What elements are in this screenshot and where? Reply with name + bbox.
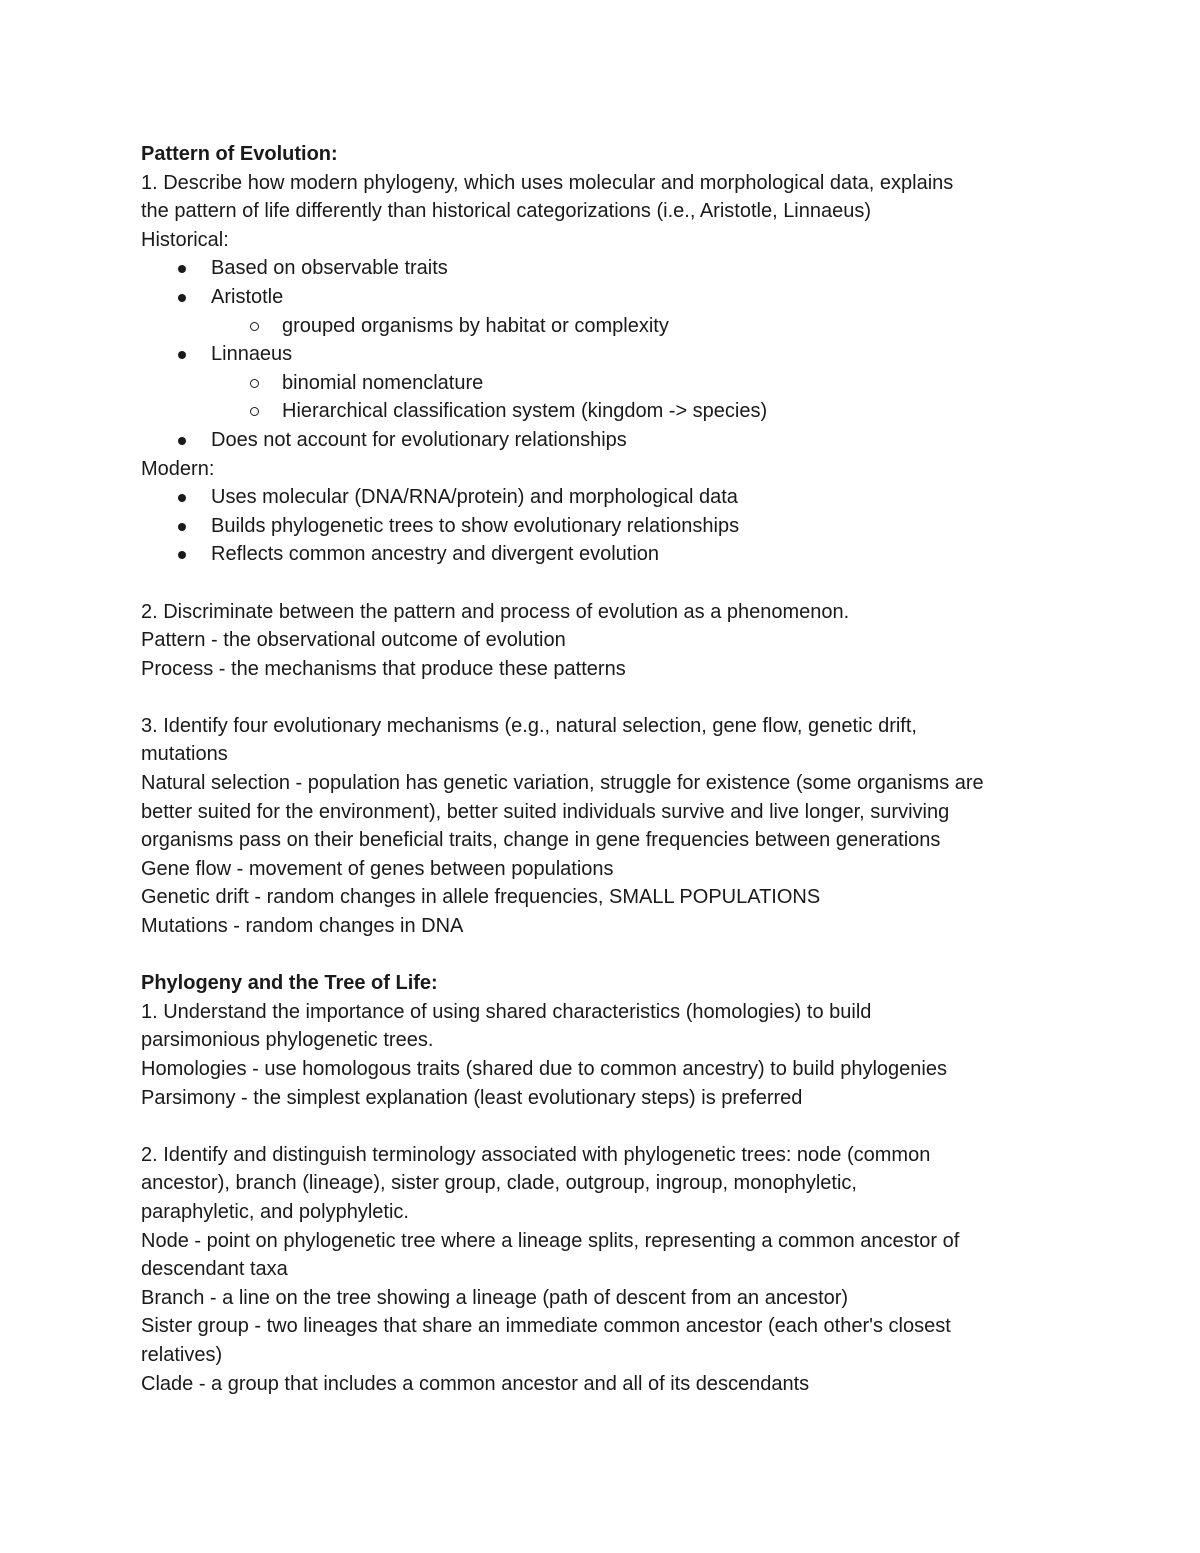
question-text: mutations xyxy=(141,743,228,766)
bullet-item xyxy=(141,340,1061,369)
question-text: paraphyletic, and polyphyletic. xyxy=(141,1200,409,1223)
bullet-item xyxy=(141,254,1061,283)
bullet-text: Uses molecular (DNA/RNA/protein) and morphological data xyxy=(211,486,738,509)
bullet-circle-icon xyxy=(250,379,259,388)
sub-bullet-text: Hierarchical classification system (kingdom -> species) xyxy=(282,400,768,423)
question-text: 1. Understand the importance of using shared characteristics (homologies) to build xyxy=(141,1000,872,1023)
bullet-dot-icon xyxy=(178,494,186,502)
bullet-item xyxy=(141,540,1061,569)
answer-text: Clade - a group that includes a common ancestor and all of its descendants xyxy=(141,1372,810,1395)
sub-bullet-item xyxy=(141,397,1061,426)
question-text: 2. Identify and distinguish terminology associated with phylogenetic trees: node (common xyxy=(141,1143,931,1166)
bullet-dot-icon xyxy=(178,437,186,445)
bullet-circle-icon xyxy=(250,322,259,331)
bullet-text: Aristotle xyxy=(211,285,284,308)
bullet-text: Builds phylogenetic trees to show evolutionary relationships xyxy=(211,514,740,537)
answer-text: Process - the mechanisms that produce these patterns xyxy=(141,657,626,680)
answer-text: Branch - a line on the tree showing a lineage (path of descent from an ancestor) xyxy=(141,1286,849,1309)
bullet-dot-icon xyxy=(178,265,186,273)
sub-bullet-text: grouped organisms by habitat or complexity xyxy=(282,314,669,337)
paragraph-gap xyxy=(141,683,1061,712)
bullet-text: Reflects common ancestry and divergent evolution xyxy=(211,543,660,566)
bullet-text: Linnaeus xyxy=(211,343,293,366)
answer-text: Parsimony - the simplest explanation (least evolutionary steps) is preferred xyxy=(141,1086,803,1109)
question-text: 1. Describe how modern phylogeny, which uses molecular and morphological data, explains xyxy=(141,171,954,194)
answer-text: better suited for the environment), better suited individuals survive and live longer, surviving xyxy=(141,800,950,823)
answer-text: Natural selection - population has genetic variation, struggle for existence (some organisms are xyxy=(141,772,984,795)
answer-text: Mutations - random changes in DNA xyxy=(141,915,464,938)
sub-bullet-item xyxy=(141,312,1061,341)
answer-text: descendant taxa xyxy=(141,1258,288,1281)
paragraph-gap xyxy=(141,569,1061,598)
sub-bullet-text: binomial nomenclature xyxy=(282,371,484,394)
bullet-item xyxy=(141,512,1061,541)
bullet-dot-icon xyxy=(178,551,186,559)
bullet-item xyxy=(141,483,1061,512)
bullet-item xyxy=(141,283,1061,312)
section-heading-phylogeny: Phylogeny and the Tree of Life: xyxy=(141,972,438,995)
answer-text: Sister group - two lineages that share an immediate common ancestor (each other's closest xyxy=(141,1315,951,1338)
answer-text: Homologies - use homologous traits (shared due to common ancestry) to build phylogenies xyxy=(141,1058,947,1080)
bullet-item xyxy=(141,426,1061,455)
historical-label: Historical: xyxy=(141,228,229,251)
paragraph-gap xyxy=(141,941,1061,970)
modern-label: Modern: xyxy=(141,457,215,480)
bullet-text: Based on observable traits xyxy=(211,257,448,280)
answer-text: Node - point on phylogenetic tree where a lineage splits, representing a common ancestor of xyxy=(141,1229,960,1252)
question-text: ancestor), branch (lineage), sister group, clade, outgroup, ingroup, monophyletic, xyxy=(141,1172,857,1195)
paragraph-gap xyxy=(141,1112,1061,1141)
question-text: the pattern of life differently than historical categorizations (i.e., Aristotle, Linnaeus) xyxy=(141,200,872,223)
sub-bullet-item xyxy=(141,369,1061,398)
question-text: 3. Identify four evolutionary mechanisms (e.g., natural selection, gene flow, genetic drift, xyxy=(141,714,917,737)
question-text: parsimonious phylogenetic trees. xyxy=(141,1029,434,1052)
answer-text: Genetic drift - random changes in allele frequencies, SMALL POPULATIONS xyxy=(141,886,821,909)
section-heading-pattern-of-evolution: Pattern of Evolution: xyxy=(141,143,338,165)
answer-text: relatives) xyxy=(141,1343,223,1366)
answer-text: Gene flow - movement of genes between populations xyxy=(141,857,614,880)
question-text: 2. Discriminate between the pattern and process of evolution as a phenomenon. xyxy=(141,600,850,623)
bullet-text: Does not account for evolutionary relationships xyxy=(211,428,627,451)
bullet-dot-icon xyxy=(178,523,186,531)
document-page xyxy=(141,140,1061,1398)
answer-text: Pattern - the observational outcome of evolution xyxy=(141,629,566,652)
bullet-dot-icon xyxy=(178,351,186,359)
bullet-circle-icon xyxy=(250,407,259,416)
bullet-dot-icon xyxy=(178,294,186,302)
answer-text: organisms pass on their beneficial traits, change in gene frequencies between generations xyxy=(141,829,941,852)
